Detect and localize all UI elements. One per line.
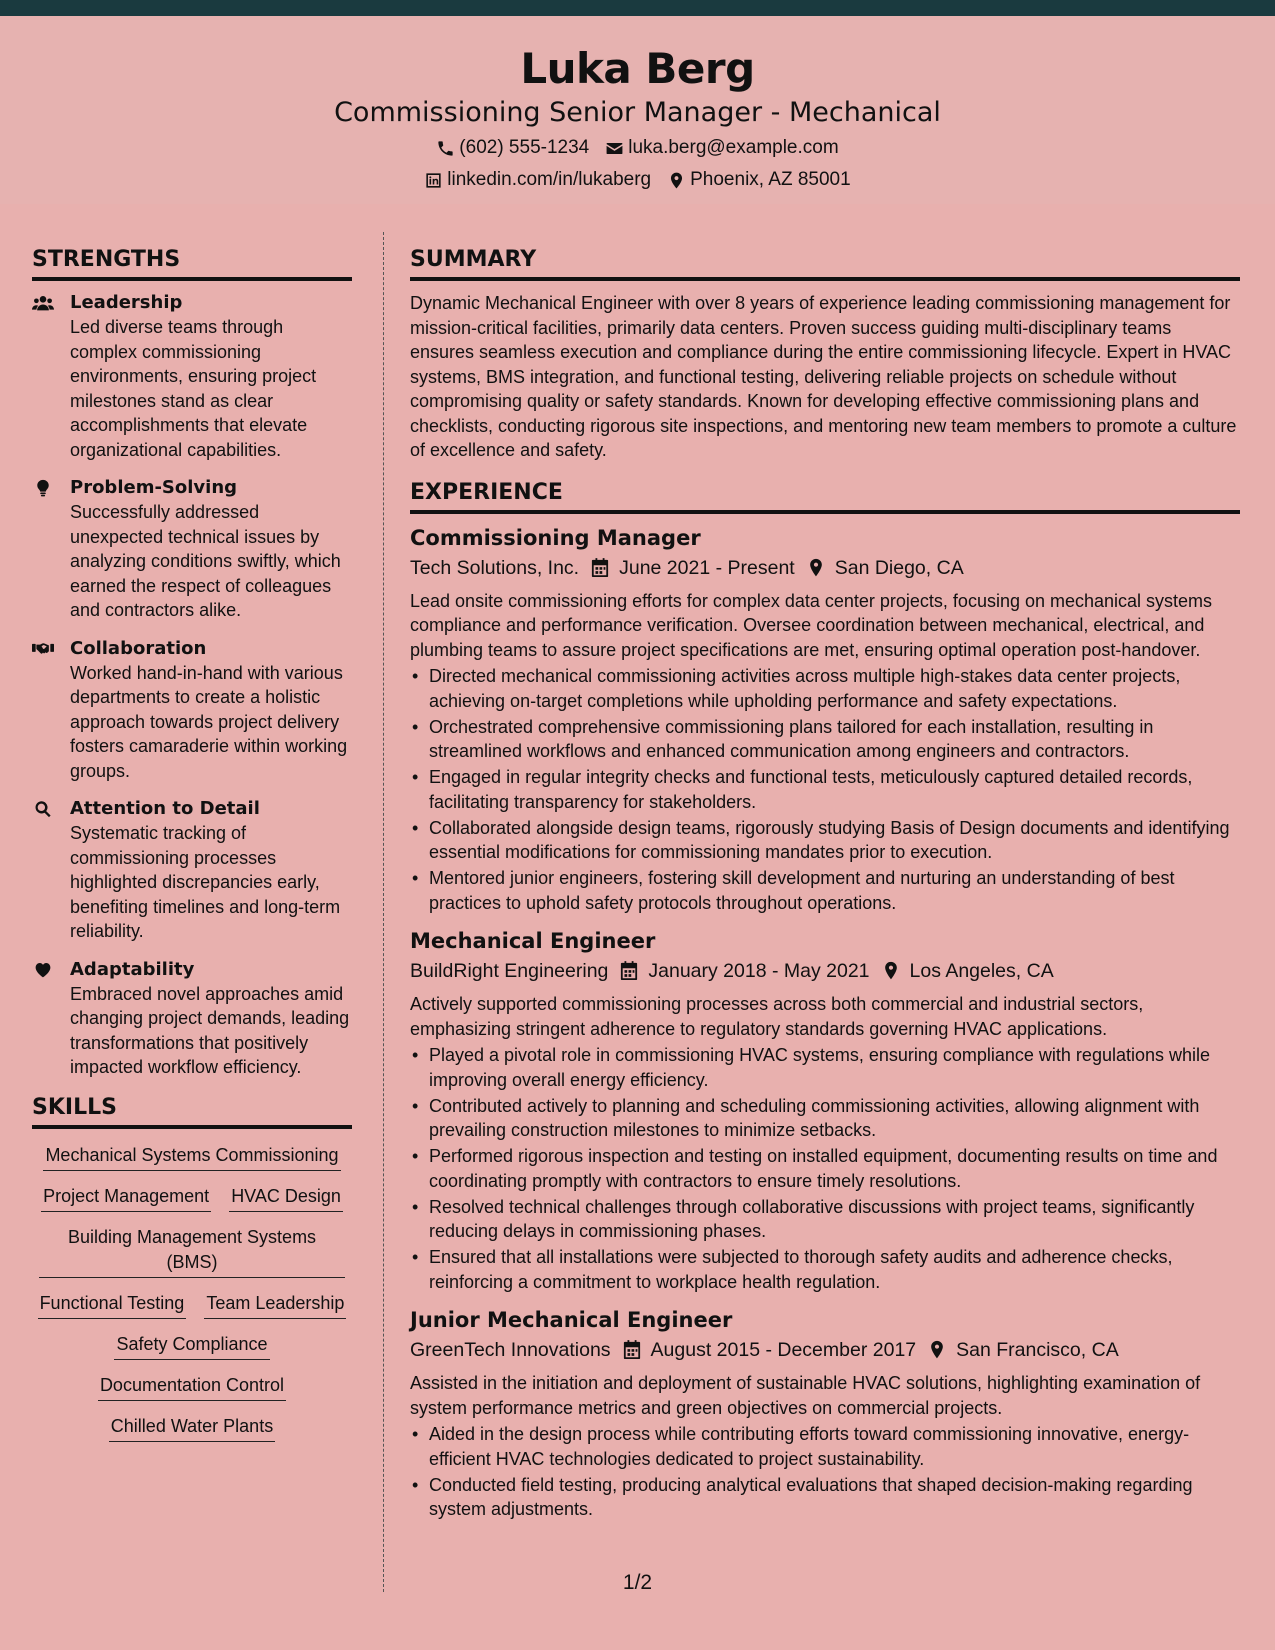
skill-tag: Safety Compliance	[114, 1332, 269, 1360]
job-company: BuildRight Engineering	[410, 960, 609, 982]
strength-title: Problem-Solving	[70, 477, 238, 498]
strength-item	[32, 476, 352, 623]
strength-title: Attention to Detail	[70, 798, 260, 819]
job-bullet: • Collaborated alongside design teams, rigorously studying Basis of Design documents and identifying essential modifications for commissioning mandates prior to execution.	[410, 816, 1240, 865]
heart-icon	[32, 961, 54, 979]
strength-desc: Successfully addressed unexpected technical issues by analyzing conditions swiftly, which earned the respect of colleagues and contractors alike.	[70, 502, 341, 620]
job-location: San Diego, CA	[834, 556, 964, 579]
job-bullets	[410, 1422, 1240, 1522]
map-pin-icon	[807, 558, 825, 578]
job-meta	[410, 1337, 1240, 1363]
search-icon	[32, 800, 54, 818]
email-contact[interactable]	[605, 136, 838, 160]
right-column	[410, 246, 1240, 1534]
job-company: GreenTech Innovations	[410, 1339, 611, 1361]
column-divider	[383, 232, 384, 1592]
candidate-name: Luka Berg	[520, 44, 755, 93]
strength-title: Adaptability	[70, 958, 195, 980]
job-entry	[410, 1306, 1240, 1522]
job-bullet: • Resolved technical challenges through collaborative discussions with project teams, significantly reducing delays in commissioning phases.	[410, 1195, 1240, 1244]
job-title: Mechanical Engineer	[410, 929, 656, 953]
job-title: Commissioning Manager	[410, 525, 701, 550]
skill-tag: Functional Testing	[38, 1291, 187, 1319]
phone-text: (602) 555-1234	[459, 137, 590, 158]
job-company: Tech Solutions, Inc.	[410, 556, 580, 579]
candidate-title: Commissioning Senior Manager - Mechanical	[334, 97, 941, 128]
map-pin-icon	[928, 1340, 946, 1360]
job-location: Los Angeles, CA	[909, 960, 1054, 982]
page-number: 1/2	[622, 1571, 653, 1594]
top-bar	[0, 0, 1275, 16]
map-pin-icon	[667, 171, 686, 190]
job-meta	[410, 958, 1240, 984]
job-entry	[410, 524, 1240, 916]
phone-contact[interactable]	[436, 136, 589, 160]
skill-tag: Team Leadership	[204, 1291, 346, 1319]
job-location: San Francisco, CA	[956, 1339, 1119, 1361]
job-bullet: • Engaged in regular integrity checks and functional tests, meticulously captured detailed records, facilitating transparency for stakeholders.	[410, 765, 1240, 814]
skill-tag: Building Management Systems (BMS)	[39, 1225, 345, 1278]
lightbulb-icon	[32, 479, 54, 497]
job-bullet: • Conducted field testing, producing analytical evaluations that shaped decision-making regarding system adjustments.	[410, 1473, 1240, 1522]
job-bullets	[410, 664, 1240, 915]
email-text: luka.berg@example.com	[628, 137, 839, 158]
handshake-icon	[32, 640, 54, 658]
skills-list	[32, 1143, 352, 1442]
summary-heading: SUMMARY	[410, 246, 1240, 281]
job-dates: August 2015 - December 2017	[650, 1339, 917, 1361]
location-contact	[667, 168, 851, 192]
strength-title: Leadership	[70, 292, 183, 313]
strength-item	[32, 637, 352, 784]
job-bullet: • Ensured that all installations were subjected to thorough safety audits and adherence checks, reinforcing a commitment to workplace health regulation.	[410, 1245, 1240, 1294]
job-bullet: • Played a pivotal role in commissioning HVAC systems, ensuring compliance with regulations while improving overall energy efficiency.	[410, 1043, 1240, 1092]
envelope-icon	[605, 139, 624, 158]
summary-text: Dynamic Mechanical Engineer with over 8 years of experience leading commissioning management for mission-critical facilities, primarily data centers. Proven success guiding multi-disciplinary teams ensures seamless execution and compliance during the entire commissioning lifecycle. Expert in HVAC systems, BMS integration, and functional testing, delivering reliable projects on schedule without compromising quality or safety standards. Known for developing effective commissioning plans and checklists, conducting rigorous site inspections, and mentoring new team members to promote a culture of excellence and safety.	[410, 293, 1237, 460]
calendar-icon	[623, 1340, 641, 1360]
job-meta	[410, 555, 1240, 581]
job-bullet: • Performed rigorous inspection and testing on installed equipment, documenting results on time and coordinating promptly with contractors to ensure timely resolutions.	[410, 1144, 1240, 1193]
contact-row-1	[0, 136, 1275, 160]
job-bullet: • Contributed actively to planning and scheduling commissioning activities, allowing alignment with prevailing construction milestones to minimize setbacks.	[410, 1094, 1240, 1143]
job-title: Junior Mechanical Engineer	[410, 1308, 733, 1332]
phone-icon	[436, 139, 455, 158]
linkedin-text: linkedin.com/in/lukaberg	[447, 169, 652, 190]
linkedin-icon	[424, 171, 443, 190]
strength-title: Collaboration	[70, 637, 207, 659]
strength-item	[32, 797, 352, 944]
experience-heading: EXPERIENCE	[410, 479, 1240, 514]
strengths-heading: STRENGTHS	[32, 246, 352, 281]
resume-header	[0, 16, 1275, 204]
location-text: Phoenix, AZ 85001	[690, 169, 851, 190]
job-dates: June 2021 - Present	[619, 556, 795, 579]
job-description: Actively supported commissioning processes across both commercial and industrial sectors, emphasizing stringent adherence to regulatory standards governing HVAC applications.	[410, 994, 1144, 1039]
map-pin-icon	[882, 961, 900, 981]
skill-tag: Chilled Water Plants	[109, 1414, 275, 1442]
skill-tag: Mechanical Systems Commissioning	[43, 1143, 340, 1171]
job-description: Lead onsite commissioning efforts for complex data center projects, focusing on mechanical systems compliance and performance verification. Oversee coordination between mechanical, electrical, and plumbing teams to assure project specifications are met, ensuring optimal operation post-handover.	[410, 590, 1213, 660]
strength-desc: Led diverse teams through complex commissioning environments, ensuring project milestones stand as clear accomplishments that elevate organizational capabilities.	[70, 317, 317, 460]
users-icon	[32, 294, 54, 312]
skill-tag: Project Management	[41, 1184, 211, 1212]
strength-item	[32, 291, 352, 462]
strength-desc: Worked hand-in-hand with various departments to create a holistic approach towards project delivery fosters camaraderie within working groups.	[70, 662, 348, 781]
calendar-icon	[620, 961, 638, 981]
experience-list	[410, 524, 1240, 1522]
skill-tag: HVAC Design	[229, 1184, 343, 1212]
linkedin-contact[interactable]	[424, 168, 651, 192]
skills-heading: SKILLS	[32, 1094, 352, 1129]
contact-row-2	[0, 168, 1275, 192]
left-column	[32, 246, 352, 1442]
job-bullet: • Orchestrated comprehensive commissioning plans tailored for each installation, resulting in streamlined workflows and enhanced communication among engineers and contractors.	[410, 715, 1240, 764]
strength-desc: Systematic tracking of commissioning processes highlighted discrepancies early, benefiting timelines and long-term reliability.	[70, 823, 341, 941]
job-bullet: • Aided in the design process while contributing efforts toward commissioning innovative, energy-efficient HVAC technologies dedicated to project sustainability.	[410, 1422, 1240, 1471]
job-bullet: • Directed mechanical commissioning activities across multiple high-stakes data center projects, achieving on-target completions while upholding performance and safety expectations.	[410, 664, 1240, 713]
strength-desc: Embraced novel approaches amid changing project demands, leading transformations that positively impacted workflow efficiency.	[70, 983, 350, 1077]
strength-item	[32, 958, 352, 1080]
job-bullets	[410, 1043, 1240, 1294]
job-dates: January 2018 - May 2021	[648, 960, 870, 982]
job-description: Assisted in the initiation and deployment of sustainable HVAC solutions, highlighting examination of system performance metrics and green objectives on commercial projects.	[410, 1373, 1201, 1418]
job-bullet: • Mentored junior engineers, fostering skill development and nurturing an understanding of best practices to uphold safety protocols throughout operations.	[410, 866, 1240, 915]
job-entry	[410, 927, 1240, 1294]
calendar-icon	[591, 558, 609, 578]
skill-tag: Documentation Control	[98, 1373, 286, 1401]
